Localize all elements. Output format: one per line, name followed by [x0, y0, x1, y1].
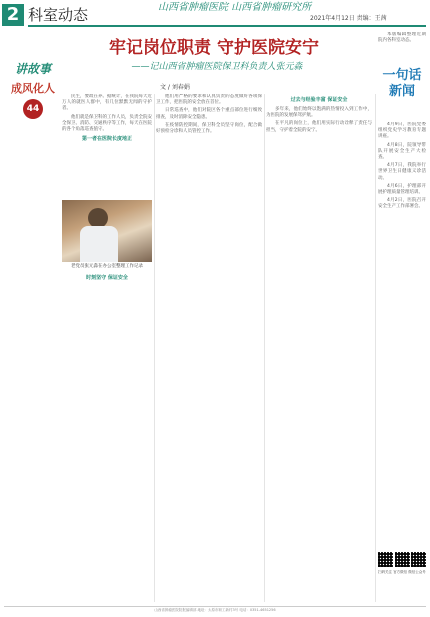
- paragraph: 多年来，他们始终以饱满的热情投入到工作中，为医院的发展保驾护航。: [266, 107, 372, 119]
- article-subhead: ——记山西省肿瘤医院保卫科负责人张元淼: [131, 62, 303, 72]
- section-subtitle: 过去与经验丰富 保证安全: [290, 97, 348, 103]
- news-briefs-column: [378, 32, 426, 602]
- list-item: 4月8日，院领导带队开展安全生产大检查。: [378, 142, 426, 161]
- section-subtitle: 第一者在医院长度地正: [81, 136, 132, 143]
- paragraph: 本版编辑整理近期院内各科室动态。: [378, 32, 426, 44]
- article-body-column-2: [156, 94, 262, 602]
- qr-code-row: [378, 552, 426, 567]
- paragraph: 他们用严格的要求和认真负责的态度做好各项保卫工作，把医院的安全放在首位。: [156, 94, 262, 106]
- paragraph: 日常巡查中，他们对院区各个重点部位进行细致排查，及时消除安全隐患。: [156, 108, 262, 120]
- column-divider: [375, 94, 376, 602]
- article-body-column-3: [266, 94, 372, 602]
- qr-code-icon: [411, 552, 426, 567]
- column-divider: [154, 94, 155, 602]
- column-sidebar: [8, 62, 58, 119]
- paragraph: 在平凡的岗位上，他们用实际行动诠释了责任与担当，守护着全院的安宁。: [266, 121, 372, 133]
- list-item: 4月7日，我院举行世界卫生日健康义诊活动。: [378, 163, 426, 181]
- page-number: 2: [2, 4, 24, 26]
- issue-date: 2021年4月12日 责编：王茜: [310, 15, 387, 22]
- issue-badge: 44: [23, 99, 43, 119]
- brush-title: 讲故事: [14, 62, 51, 76]
- article-photo: [62, 200, 152, 262]
- masthead: [0, 0, 430, 30]
- photo-caption: 老党员张元淼在办公室整理工作记录: [71, 264, 143, 269]
- article-byline: 文 / 刘春娟: [160, 84, 190, 91]
- paragraph: 民生，要政在养。据统计，在我院每天近万人的就医人群中，有几位默默无闻的守护者。: [62, 94, 152, 112]
- column-title: 成风化人: [11, 82, 55, 95]
- article-lead: [62, 94, 152, 192]
- briefs-intro: [378, 32, 426, 62]
- qr-code-labels: 扫码关注 官方微信 微信公众号: [378, 570, 426, 574]
- article-body-column-1: [62, 272, 152, 602]
- list-item: 4月2日，医院召开安全生产工作部署会。: [378, 198, 426, 210]
- header-rule: [28, 25, 426, 27]
- section-subtitle: 时刻坚守 保证安全: [86, 275, 128, 281]
- paragraph: 他们就是保卫科的工作人员，负责全院安全保卫、消防、交通秩序等工作，每天在医院的各个角落巡查值守。: [62, 114, 152, 133]
- page-footer: 山西省肿瘤医院院报编辑部 地址：太原市职工新村3号 电话：0351-4651256: [4, 606, 426, 614]
- section-name: 科室动态: [28, 6, 89, 24]
- list-item: 4月6日，护理部开展护理质量管理培训。: [378, 183, 426, 196]
- list-item: 4月9日，医院党委组织党史学习教育专题讲座。: [378, 122, 426, 140]
- qr-code-icon: [378, 552, 393, 567]
- newspaper-brand: 山西省肿瘤医院 山西省肿瘤研究所: [158, 2, 312, 13]
- qr-code-icon: [395, 552, 410, 567]
- briefs-title: 一句话新闻: [382, 68, 422, 99]
- column-divider: [264, 94, 265, 602]
- article-headline: 牢记岗位职责 守护医院安宁: [109, 38, 319, 58]
- briefs-list: [378, 122, 426, 542]
- paragraph: 在疫情防控期间，保卫科全员坚守岗位，配合做好预检分诊和人员管控工作。: [156, 122, 262, 135]
